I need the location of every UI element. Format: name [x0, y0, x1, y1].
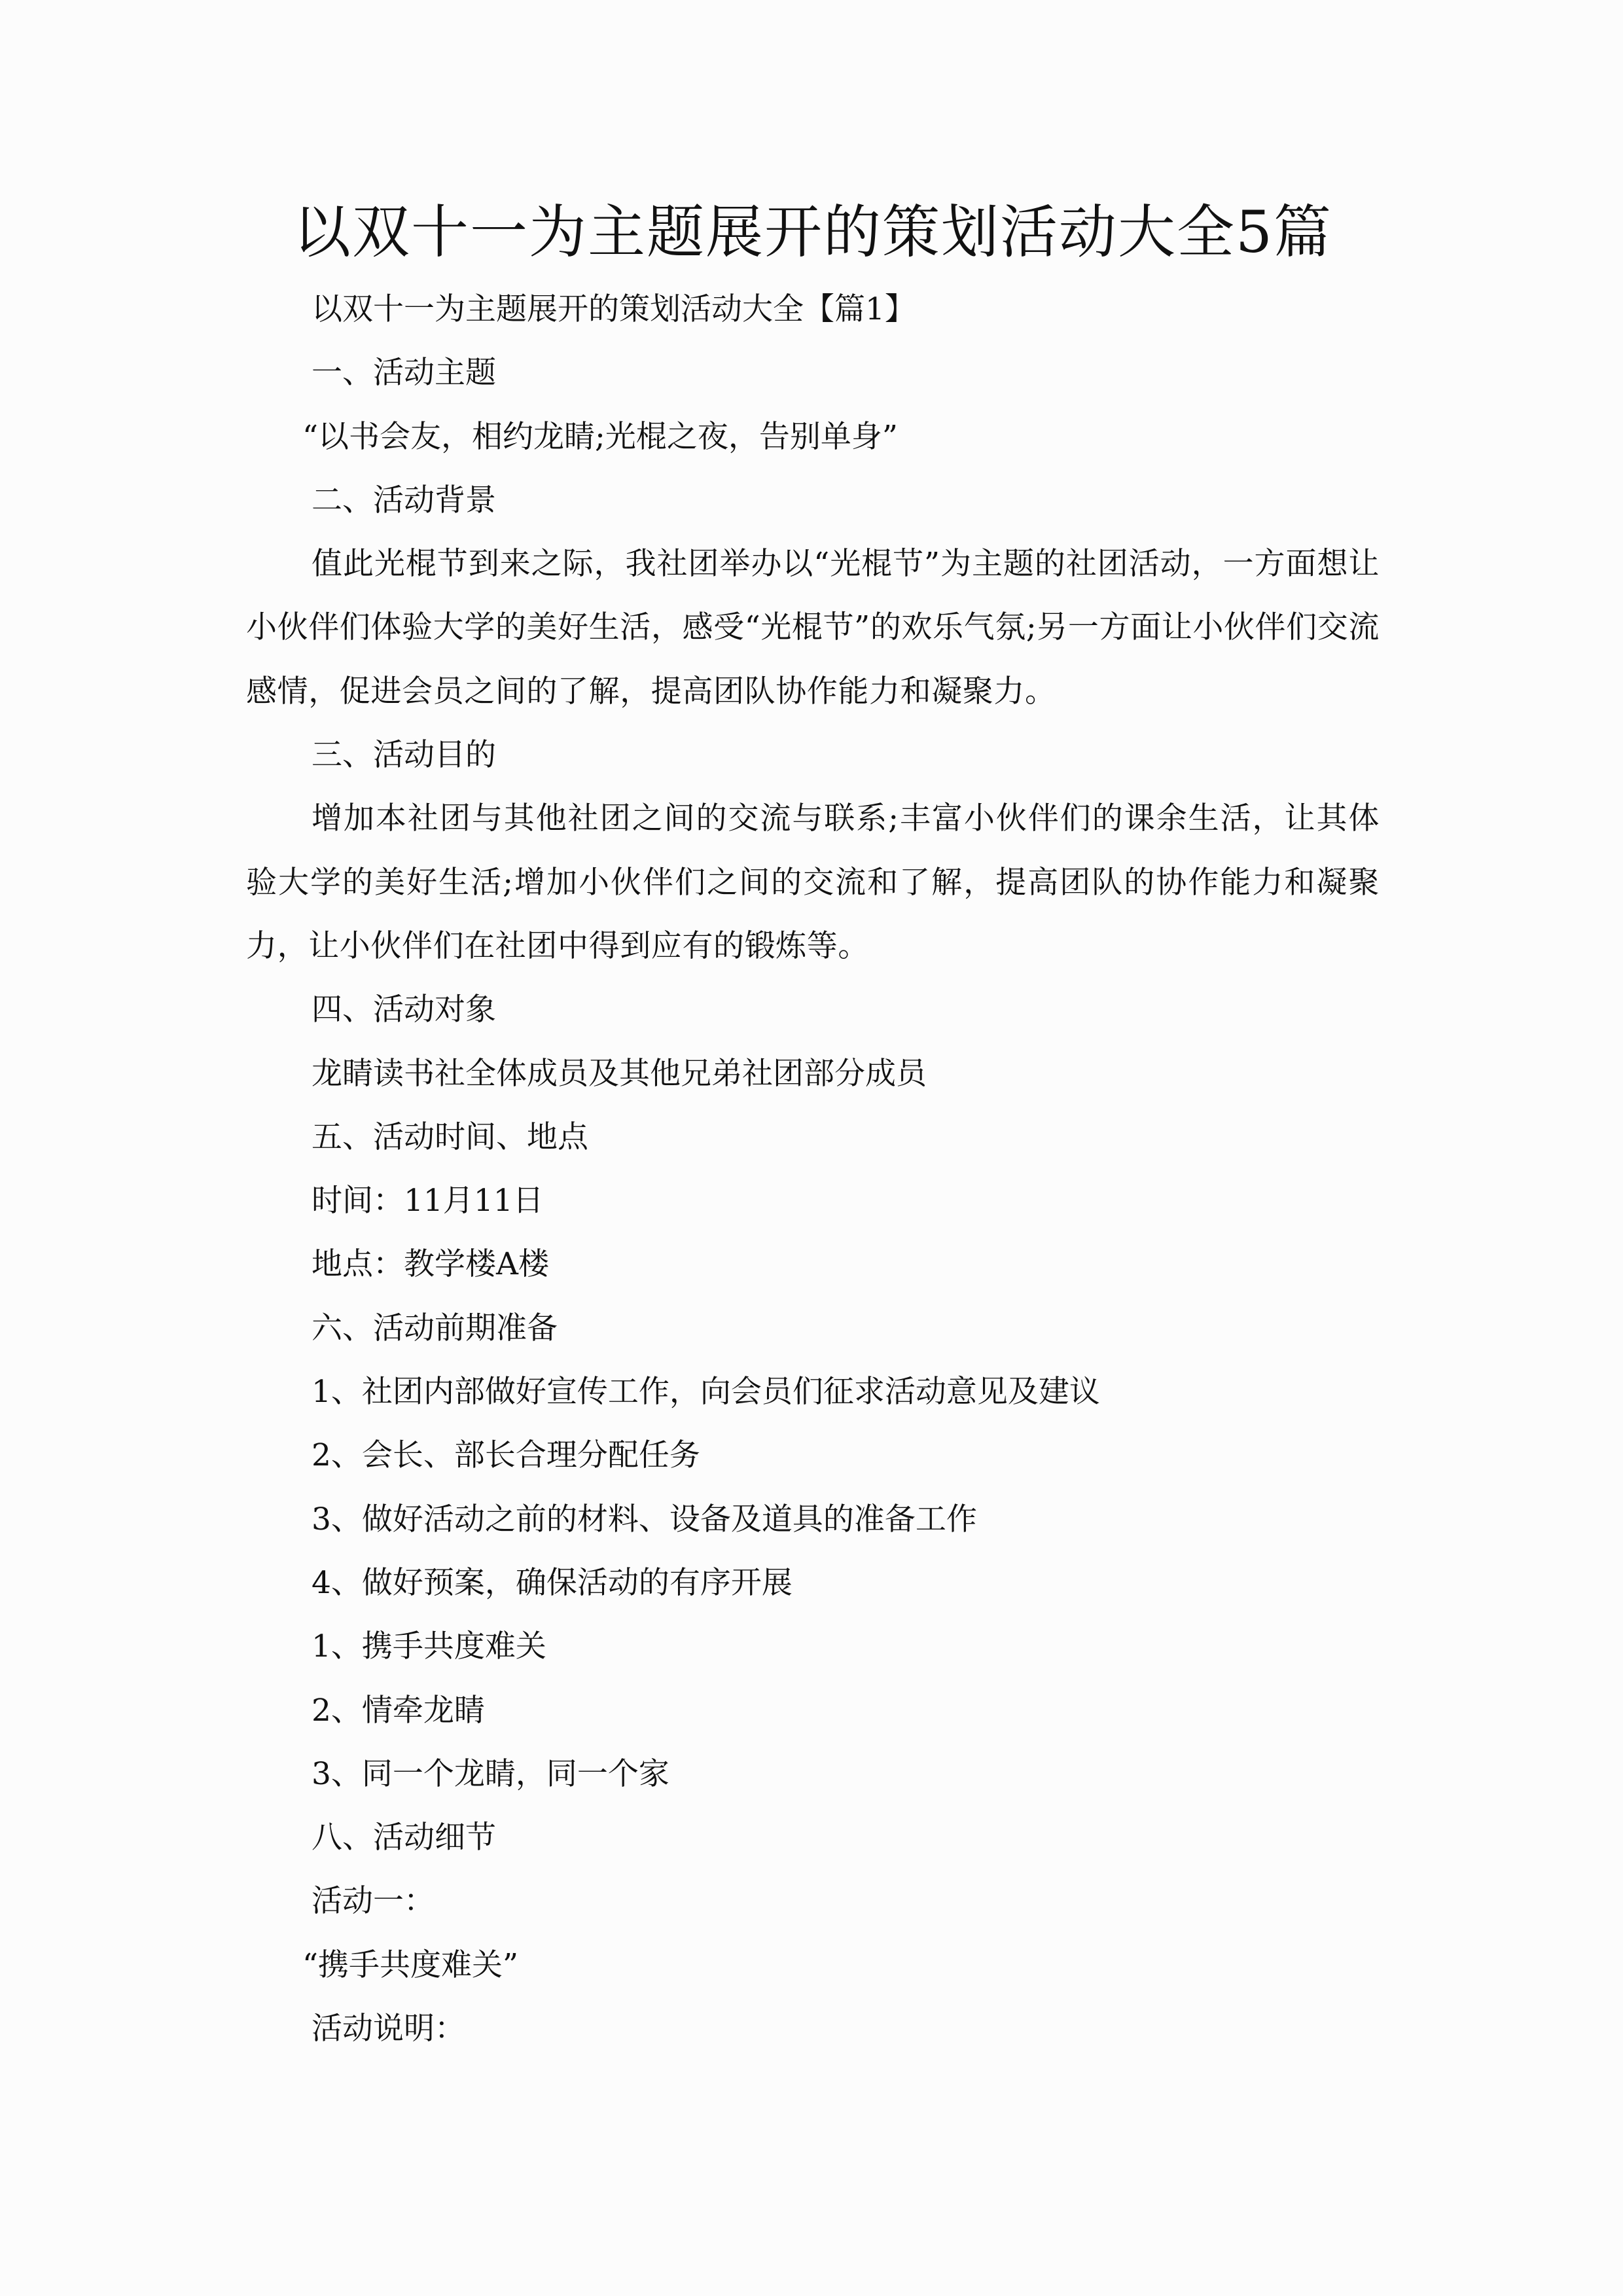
activity-list-item: 1、携手共度难关 [312, 1628, 546, 1665]
document-body [246, 278, 1380, 2060]
document-page [246, 190, 1380, 2060]
event-time: 时间：11月11日 [312, 1183, 544, 1219]
article-subtitle: 以双十一为主题展开的策划活动大全【篇1】 [312, 291, 916, 327]
section-heading-theme: 一、活动主题 [312, 355, 496, 391]
activity-description-label: 活动说明： [312, 2011, 465, 2047]
section-heading-purpose: 三、活动目的 [312, 737, 496, 774]
section-heading-background: 二、活动背景 [312, 482, 496, 518]
activity-one-name: “携手共度难关” [302, 1946, 519, 1983]
preparation-item: 4、做好预案，确保活动的有序开展 [312, 1564, 793, 1601]
section-heading-audience: 四、活动对象 [312, 992, 496, 1028]
audience-text: 龙睛读书社全体成员及其他兄弟社团部分成员 [312, 1055, 927, 1092]
section-heading-details: 八、活动细节 [312, 1820, 496, 1856]
background-paragraph: 值此光棍节到来之际，我社团举办以“光棍节”为主题的社团活动，一方面想让小伙伴们体验大学的美好生活，感受“光棍节”的欢乐气氛;另一方面让小伙伴们交流感情，促进会员之间的了解，提高团队协作能力和凝聚力。 [246, 546, 1380, 709]
preparation-item: 2、会长、部长合理分配任务 [312, 1437, 700, 1474]
preparation-item: 3、做好活动之前的材料、设备及道具的准备工作 [312, 1501, 977, 1537]
document-title: 以双十一为主题展开的策划活动大全5篇 [293, 198, 1332, 266]
activity-one-label: 活动一： [312, 1883, 435, 1920]
activity-list-item: 2、情牵龙睛 [312, 1692, 485, 1729]
event-place: 地点：教学楼A楼 [312, 1246, 549, 1283]
activity-list-item: 3、同一个龙睛，同一个家 [312, 1755, 669, 1792]
section-heading-preparation: 六、活动前期准备 [312, 1310, 558, 1346]
preparation-item: 1、社团内部做好宣传工作，向会员们征求活动意见及建议 [312, 1374, 1100, 1410]
section-heading-time-place: 五、活动时间、地点 [312, 1119, 588, 1155]
theme-slogan: “以书会友，相约龙睛;光棍之夜，告别单身” [302, 418, 898, 455]
purpose-paragraph: 增加本社团与其他社团之间的交流与联系;丰富小伙伴们的课余生活，让其体验大学的美好生活;增加小伙伴们之间的交流和了解，提高团队的协作能力和凝聚力，让小伙伴们在社团中得到应有的锻炼等。 [246, 800, 1380, 964]
